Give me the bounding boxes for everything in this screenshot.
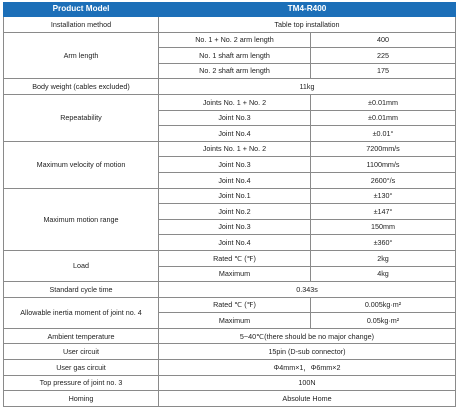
- body-weight-value: 11kg: [159, 79, 456, 95]
- installation-value: Table top installation: [159, 17, 456, 33]
- homing-value: Absolute Home: [159, 391, 456, 407]
- product-model-label: Product Model: [4, 3, 159, 17]
- sub-label: Maximum: [159, 266, 311, 282]
- homing-label: Homing: [4, 391, 159, 407]
- table-row: [4, 344, 456, 360]
- sub-value: ±0.01mm: [311, 94, 456, 110]
- ambient-label: Ambient temperature: [4, 328, 159, 344]
- sub-value: ±360°: [311, 235, 456, 251]
- sub-value: 0.05kg·m²: [311, 313, 456, 329]
- table-row: [4, 360, 456, 376]
- sub-value: 175: [311, 63, 456, 79]
- user-circuit-value: 15pin (D-sub connector): [159, 344, 456, 360]
- user-circuit-label: User circuit: [4, 344, 159, 360]
- table-row: [4, 32, 456, 48]
- table-row: [4, 188, 456, 204]
- spec-table: [3, 2, 456, 407]
- repeatability-label: Repeatability: [4, 94, 159, 141]
- sub-value: ±0.01°: [311, 126, 456, 142]
- cycle-time-label: Standard cycle time: [4, 282, 159, 298]
- table-row: [4, 141, 456, 157]
- sub-label: Joint No.4: [159, 126, 311, 142]
- arm-length-label: Arm length: [4, 32, 159, 79]
- table-row: [4, 282, 456, 298]
- sub-label: Joint No.3: [159, 219, 311, 235]
- sub-value: ±0.01mm: [311, 110, 456, 126]
- table-row: [4, 79, 456, 95]
- table-row: [4, 17, 456, 33]
- sub-label: Joint No.1: [159, 188, 311, 204]
- user-gas-label: User gas circuit: [4, 360, 159, 376]
- inertia-label: Allowable inertia moment of joint no. 4: [4, 297, 159, 328]
- sub-value: 150mm: [311, 219, 456, 235]
- user-gas-value: Φ4mm×1，Φ6mm×2: [159, 360, 456, 376]
- sub-value: 2kg: [311, 250, 456, 266]
- load-label: Load: [4, 250, 159, 281]
- ambient-value: 5~40℃(there should be no major change): [159, 328, 456, 344]
- sub-label: No. 1 shaft arm length: [159, 48, 311, 64]
- sub-value: 225: [311, 48, 456, 64]
- sub-label: Joint No.4: [159, 235, 311, 251]
- sub-value: ±130°: [311, 188, 456, 204]
- sub-value: 7200mm/s: [311, 141, 456, 157]
- table-row: [4, 297, 456, 313]
- max-velocity-label: Maximum velocity of motion: [4, 141, 159, 188]
- sub-label: Rated ℃ (℉): [159, 250, 311, 266]
- sub-value: ±147°: [311, 204, 456, 220]
- table-row: [4, 375, 456, 391]
- sub-label: Joint No.2: [159, 204, 311, 220]
- table-row: [4, 328, 456, 344]
- sub-label: Joint No.4: [159, 172, 311, 188]
- cycle-time-value: 0.343s: [159, 282, 456, 298]
- table-row: [4, 250, 456, 266]
- sub-value: 0.005kg·m²: [311, 297, 456, 313]
- sub-value: 4kg: [311, 266, 456, 282]
- top-pressure-value: 100N: [159, 375, 456, 391]
- installation-label: Installation method: [4, 17, 159, 33]
- top-pressure-label: Top pressure of joint no. 3: [4, 375, 159, 391]
- product-model-value: TM4-R400: [159, 3, 456, 17]
- body-weight-label: Body weight (cables excluded): [4, 79, 159, 95]
- sub-label: No. 2 shaft arm length: [159, 63, 311, 79]
- sub-label: No. 1 + No. 2 arm length: [159, 32, 311, 48]
- sub-value: 1100mm/s: [311, 157, 456, 173]
- table-header-row: [4, 3, 456, 17]
- sub-label: Joints No. 1 + No. 2: [159, 94, 311, 110]
- sub-value: 400: [311, 32, 456, 48]
- sub-label: Joint No.3: [159, 110, 311, 126]
- sub-label: Maximum: [159, 313, 311, 329]
- sub-label: Rated ℃ (℉): [159, 297, 311, 313]
- sub-label: Joints No. 1 + No. 2: [159, 141, 311, 157]
- sub-label: Joint No.3: [159, 157, 311, 173]
- table-row: [4, 94, 456, 110]
- table-row: [4, 391, 456, 407]
- sub-value: 2600°/s: [311, 172, 456, 188]
- motion-range-label: Maximum motion range: [4, 188, 159, 250]
